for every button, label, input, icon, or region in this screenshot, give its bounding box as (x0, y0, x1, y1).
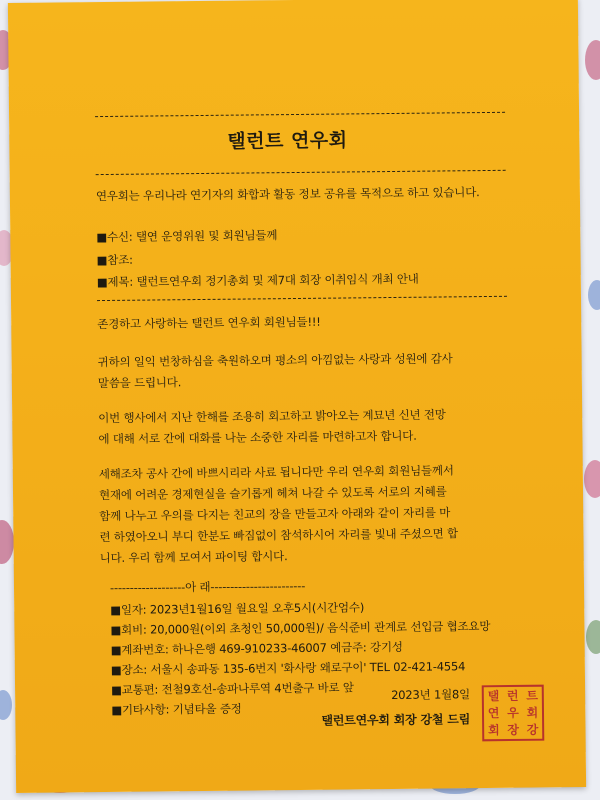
flower-pattern (588, 280, 600, 310)
seal-char: 강 (526, 723, 539, 738)
seal-char: 회 (487, 723, 500, 738)
paragraph-line: 현재에 어려운 경제현실을 슬기롭게 헤쳐 나갈 수 있도록 서로의 지혜를 (98, 484, 447, 503)
subject-line: ■제목: 탤런트연우회 정기총회 및 제7대 회장 이취임식 개최 안내 (96, 271, 419, 290)
intro-text: 연우회는 우리나라 연기자의 화합과 활동 정보 공유를 목적으로 하고 있습니다. (95, 185, 480, 204)
divider (96, 170, 506, 175)
greeting: 존경하고 사랑하는 탤런트 연우회 회원님들!!! (97, 314, 321, 332)
paragraph-line: 함께 나누고 우의를 다지는 친교의 장을 만들고자 아래와 같이 자리를 마 (99, 505, 451, 524)
flower-pattern (0, 520, 14, 564)
flower-pattern (585, 40, 600, 80)
detail-place: ■장소: 서울시 송파동 135-6번지 '화사랑 왜로구이' TEL 02-421-4554 (110, 659, 466, 677)
recipient-line: ■수신: 탤연 운영위원 및 회원님들께 (96, 228, 278, 245)
below-label: -------------------아 래------------------------ (109, 578, 306, 595)
flower-pattern (586, 620, 600, 654)
paragraph-line: 말씀을 드립니다. (97, 375, 182, 391)
paragraph-line: 니다. 우리 함께 모여서 파이팅 합시다. (99, 549, 288, 566)
seal-char: 우 (507, 705, 519, 721)
detail-transport: ■교통편: 전철9호선-송파나루역 4번출구 바로 앞 (111, 680, 354, 697)
paragraph-line: 세해조차 공사 간에 바쁘시리라 사료 됩니다만 우리 연우회 회원님들께서 (98, 463, 454, 482)
seal-char: 회 (526, 705, 539, 720)
page-title: 탤런트 연우회 (227, 129, 348, 153)
seal-char: 장 (507, 723, 520, 738)
divider (97, 296, 507, 301)
seal-char: 런 (506, 688, 519, 703)
issue-date: 2023년 1월8일 (391, 687, 471, 703)
paragraph-line: 이번 행사에서 지난 한해를 조용히 회고하고 밝아오는 계묘년 신년 전망 (98, 407, 446, 426)
paragraph-line: 련 하였아오니 부디 한분도 빠짐없이 참석하시어 자리를 빛내 주셨으면 합 (99, 526, 458, 545)
notice-paper (8, 0, 586, 793)
paragraph-line: 귀하의 일익 번창하심을 축원하오며 평소의 아낌없는 사랑과 성원에 감사 (97, 351, 453, 370)
divider (95, 112, 505, 117)
flower-pattern (584, 460, 600, 498)
paragraph-line: 에 대해 서로 간에 대화를 나눈 소중한 자리를 마련하고자 합니다. (98, 428, 417, 447)
signature: 탤런트연우회 회장 강철 드림 (321, 712, 471, 728)
reference-line: ■참조: (96, 252, 133, 268)
detail-other: ■기타사항: 기념타올 증정 (111, 701, 242, 717)
seal-char: 탤 (487, 688, 500, 703)
seal-char: 트 (526, 688, 539, 703)
detail-date: ■일자: 2023년1월16일 월요일 오후5시(시간엄수) (110, 600, 365, 617)
flower-pattern (0, 690, 12, 720)
seal-char: 연 (487, 706, 500, 721)
detail-account: ■계좌번호: 하나은행 469-910233-46007 예금주: 강기성 (110, 639, 403, 657)
detail-fee: ■회비: 20,000원(이외 초청인 50,000원)/ 음식준비 관계로 선입금 협조요망 (110, 618, 491, 637)
red-seal-stamp (482, 685, 545, 742)
